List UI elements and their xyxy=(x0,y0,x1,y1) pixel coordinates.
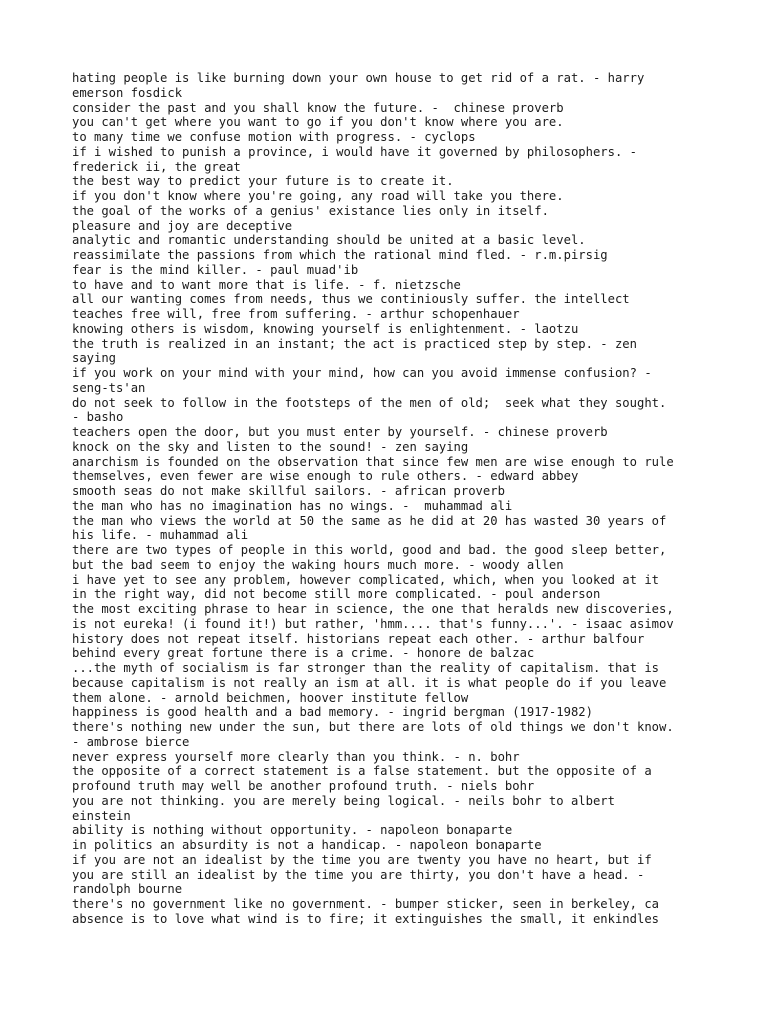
text-line: knowing others is wisdom, knowing yourself is enlightenment. - laotzu xyxy=(72,321,579,336)
text-line: profound truth may well be another profound truth. - niels bohr xyxy=(72,779,535,793)
text-line: to many time we confuse motion with progress. - cyclops xyxy=(72,130,476,144)
text-line: if you are not an idealist by the time you are twenty you have no heart, but if xyxy=(72,852,652,867)
text-line: all our wanting comes from needs, thus we continiously suffer. the intellect xyxy=(72,292,630,307)
text-line: there are two types of people in this world, good and bad. the good sleep better, xyxy=(72,543,667,557)
text-line: fear is the mind killer. - paul muad'ib xyxy=(72,262,359,277)
text-line: history does not repeat itself. historians repeat each other. - arthur balfour xyxy=(72,631,645,646)
text-line: i have yet to see any problem, however complicated, which, when you looked at it xyxy=(72,572,659,587)
text-line: the most exciting phrase to hear in science, the one that heralds new discoveries, xyxy=(72,602,674,616)
text-line: teachers open the door, but you must enter by yourself. - chinese proverb xyxy=(72,425,608,439)
text-line: randolph bourne xyxy=(72,882,183,897)
text-line: there's nothing new under the sun, but there are lots of old things we don't know. xyxy=(72,720,674,734)
text-line: pleasure and joy are deceptive xyxy=(72,218,293,233)
text-line: you are still an idealist by the time you are thirty, you don't have a head. - xyxy=(72,867,645,882)
text-line: because capitalism is not really an ism at all. it is what people do if you leave xyxy=(72,675,667,690)
text-line: themselves, even fewer are wise enough to rule others. - edward abbey xyxy=(72,469,579,484)
text-line: in the right way, did not become still more complicated. - poul anderson xyxy=(72,587,601,602)
text-line: the goal of the works of a genius' existance lies only in itself. xyxy=(72,203,549,218)
text-line: them alone. - arnold beichmen, hoover institute fellow xyxy=(72,690,469,705)
text-line: saying xyxy=(72,351,117,366)
text-line: there's no government like no government. - bumper sticker, seen in berkeley, ca xyxy=(72,897,659,911)
text-line: his life. - muhammad ali xyxy=(72,528,249,543)
text-line: you are not thinking. you are merely being logical. - neils bohr to albert xyxy=(72,793,615,808)
text-line: knock on the sky and listen to the sound! - zen saying xyxy=(72,439,469,454)
text-line: anarchism is founded on the observation that since few men are wise enough to rule xyxy=(72,454,674,469)
text-line: the truth is realized in an instant; the act is practiced step by step. - zen xyxy=(72,336,637,351)
text-line: smooth seas do not make skillful sailors. - african proverb xyxy=(72,484,505,498)
text-line: do not seek to follow in the footsteps of the men of old; seek what they sought. xyxy=(72,395,667,410)
text-line: never express yourself more clearly than you think. - n. bohr xyxy=(72,749,520,764)
text-line: happiness is good health and a bad memory. - ingrid bergman (1917-1982) xyxy=(72,705,593,720)
text-line: absence is to love what wind is to fire; it extinguishes the small, it enkindles xyxy=(72,911,659,926)
text-line: teaches free will, free from suffering. - arthur schopenhauer xyxy=(72,307,520,321)
text-line: if you work on your mind with your mind, how can you avoid immense confusion? - xyxy=(72,366,652,380)
text-line: ...the myth of socialism is far stronger than the reality of capitalism. that is xyxy=(72,661,659,675)
text-line: hating people is like burning down your own house to get rid of a rat. - harry xyxy=(72,71,645,85)
text-line: you can't get where you want to go if you don't know where you are. xyxy=(72,115,564,130)
text-line: the opposite of a correct statement is a false statement. but the opposite of a xyxy=(72,764,652,779)
text-line: reassimilate the passions from which the rational mind fled. - r.m.pirsig xyxy=(72,248,608,262)
text-line: if you don't know where you're going, any road will take you there. xyxy=(72,189,564,203)
text-line: - basho xyxy=(72,410,124,425)
text-line: the man who has no imagination has no wings. - muhammad ali xyxy=(72,498,513,513)
text-line: to have and to want more that is life. - f. nietzsche xyxy=(72,277,461,292)
text-line: is not eureka! (i found it!) but rather, 'hmm.... that's funny...'. - isaac asimov xyxy=(72,616,674,631)
text-line: ability is nothing without opportunity. - napoleon bonaparte xyxy=(72,823,513,838)
text-line: if i wished to punish a province, i would have it governed by philosophers. - xyxy=(72,144,637,159)
text-line: in politics an absurdity is not a handicap. - napoleon bonaparte xyxy=(72,838,542,852)
text-line: - ambrose bierce xyxy=(72,734,190,749)
text-line: seng-ts'an xyxy=(72,380,146,395)
text-line: frederick ii, the great xyxy=(72,159,241,174)
document-page xyxy=(72,71,712,927)
text-line: einstein xyxy=(72,808,131,823)
text-line: behind every great fortune there is a crime. - honore de balzac xyxy=(72,646,535,661)
text-line: the man who views the world at 50 the same as he did at 20 has wasted 30 years of xyxy=(72,513,667,528)
text-line: the best way to predict your future is to create it. xyxy=(72,174,454,189)
text-line: but the bad seem to enjoy the waking hours much more. - woody allen xyxy=(72,557,564,572)
text-line: analytic and romantic understanding should be united at a basic level. xyxy=(72,233,586,248)
text-line: consider the past and you shall know the future. - chinese proverb xyxy=(72,100,564,115)
text-line: emerson fosdick xyxy=(72,85,183,100)
